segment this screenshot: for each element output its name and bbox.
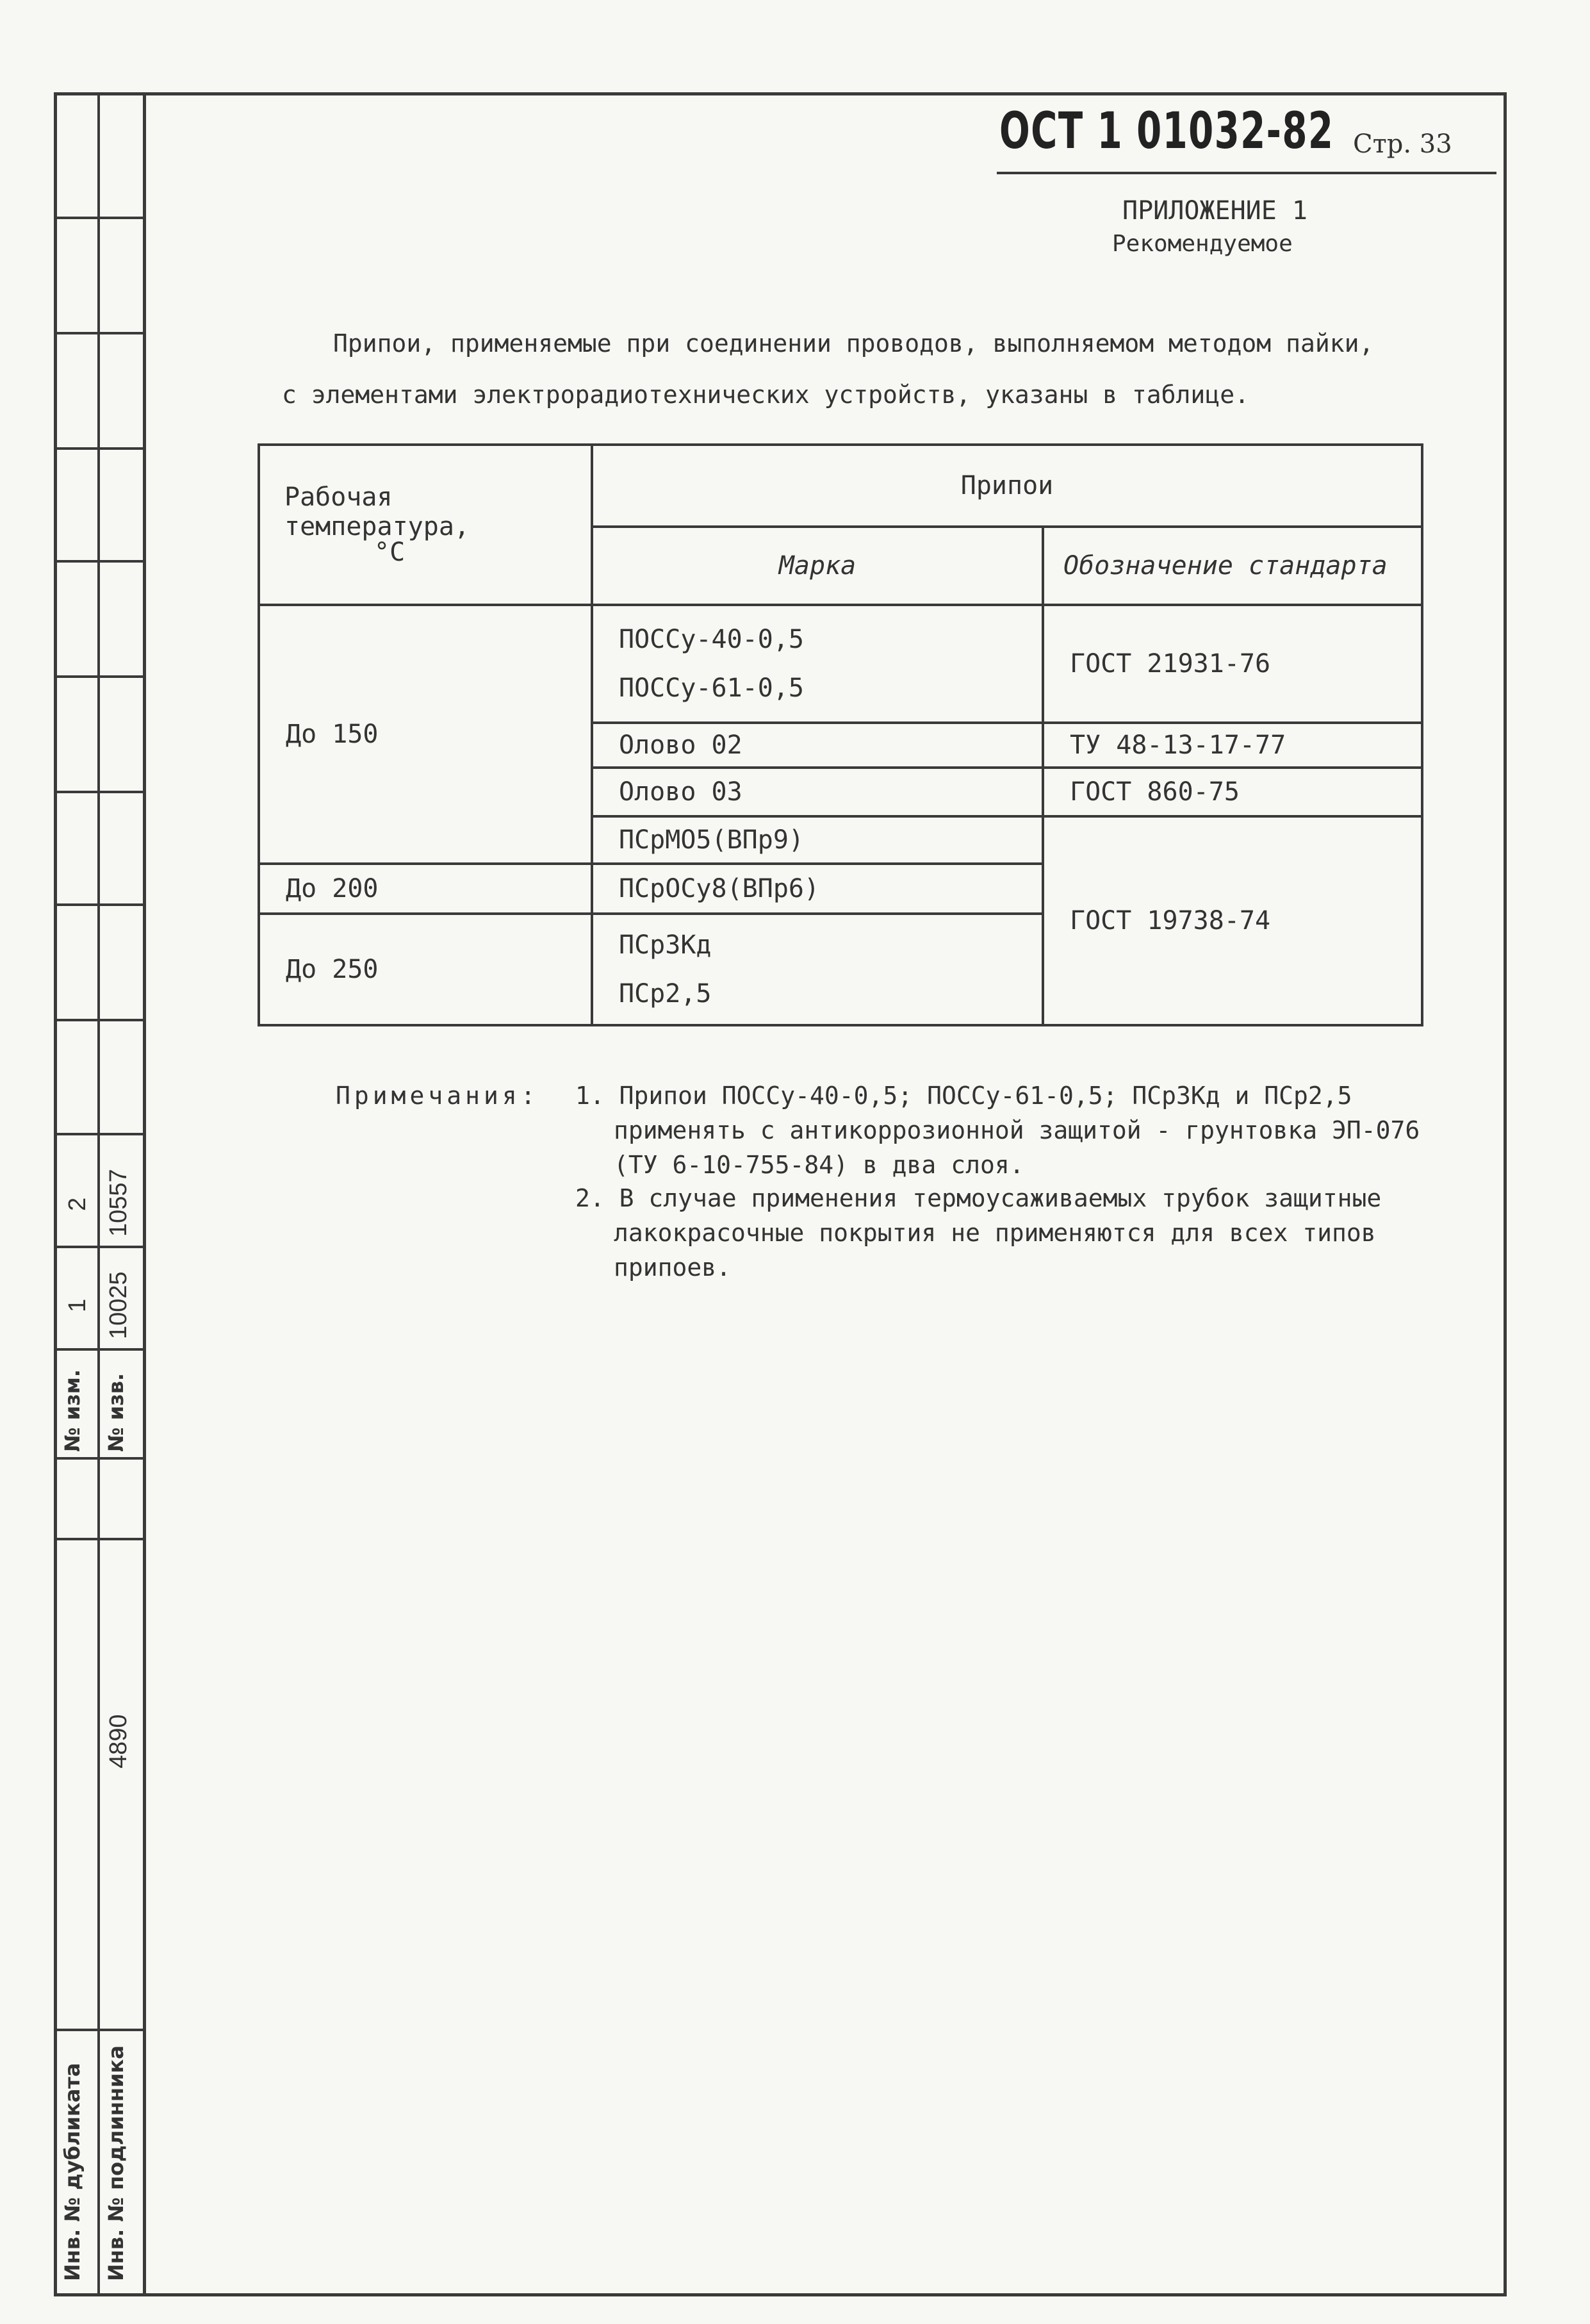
std-2: ТУ 48-13-17-77	[1043, 723, 1422, 768]
document-code: ОСТ 1 01032-82	[999, 103, 1334, 160]
notice-1: 10025	[105, 1271, 132, 1339]
side-strip-rule	[54, 791, 146, 793]
header-grade: Марка	[592, 527, 1043, 605]
grade-cell-1	[592, 605, 1043, 723]
temp-200: До 200	[259, 864, 592, 914]
header-standard: Обозначение стандарта	[1043, 527, 1422, 605]
side-strip-rule	[54, 447, 146, 450]
solder-table	[258, 443, 1423, 1026]
temp-250: До 250	[259, 914, 592, 1025]
side-strip-rule	[54, 1457, 146, 1460]
side-strip-rule	[54, 332, 146, 334]
side-strip-rule	[54, 675, 146, 678]
temp-150: До 150	[259, 605, 592, 864]
grade-6: ПСрОСу8(ВПр6)	[592, 864, 1043, 914]
orig-inv-label: Инв. № подлинника	[104, 2045, 128, 2281]
intro-line-2: с элементами электрорадиотехнических устройств, указаны в таблице.	[282, 381, 1249, 409]
note-2-line-3: припоев.	[614, 1253, 732, 1281]
side-strip-rule	[54, 560, 146, 563]
notice-2: 10557	[105, 1169, 132, 1237]
page-number: Стр. 33	[1353, 129, 1452, 159]
header-solders: Припои	[592, 445, 1422, 527]
grade-cell-7	[592, 914, 1043, 1025]
orig-inv-value: 4890	[105, 1714, 132, 1768]
appendix-status: Рекомендуемое	[1112, 231, 1293, 257]
grade-7: ПСр3Кд	[619, 930, 712, 960]
side-strip-divider	[97, 92, 100, 2296]
header-temperature-unit: °С	[374, 538, 406, 567]
grade-4: Олово 03	[592, 768, 1043, 816]
std-4: ГОСТ 19738-74	[1043, 816, 1422, 1025]
change-no-label: № изм.	[60, 1369, 85, 1452]
appendix-title: ПРИЛОЖЕНИЕ 1	[1122, 196, 1307, 226]
note-1-line-3: (ТУ 6-10-755-84) в два слоя.	[614, 1151, 1024, 1179]
grade-2: ПОССу-61-0,5	[619, 673, 804, 703]
dup-inv-label: Инв. № дубликата	[60, 2063, 85, 2281]
side-strip-rule	[54, 217, 146, 219]
note-1-line-1: 1. Припои ПОССу-40-0,5; ПОССу-61-0,5; ПСр3Кд и ПСр2,5	[575, 1082, 1352, 1110]
note-2-line-2: лакокрасочные покрытия не применяются для всех типов	[614, 1219, 1376, 1247]
note-1-line-2: применять с антикоррозионной защитой - грунтовка ЭП-076	[614, 1116, 1420, 1144]
grade-8: ПСр2,5	[619, 979, 712, 1009]
change-2: 2	[64, 1197, 91, 1211]
grade-3: Олово 02	[592, 723, 1043, 768]
intro-line-1: Припои, применяемые при соединении проводов, выполняемом методом пайки,	[333, 329, 1374, 358]
side-strip-rule	[54, 1538, 146, 1540]
header-temperature	[259, 445, 592, 605]
side-strip-rule	[54, 1348, 146, 1351]
side-strip-rule	[54, 1133, 146, 1135]
header-temperature-label: Рабочая температура,	[284, 482, 470, 541]
std-1: ГОСТ 21931-76	[1043, 605, 1422, 723]
side-strip-rule	[54, 1019, 146, 1021]
std-3: ГОСТ 860-75	[1043, 768, 1422, 816]
side-strip-rule	[54, 1246, 146, 1248]
grade-1: ПОССу-40-0,5	[619, 625, 804, 654]
notes-label: Примечания:	[336, 1082, 539, 1110]
header-rule	[997, 172, 1496, 174]
grade-5: ПСрМО5(ВПр9)	[592, 816, 1043, 864]
note-2-line-1: 2. В случае применения термоусаживаемых трубок защитные	[575, 1184, 1382, 1212]
side-strip-rule	[54, 2029, 146, 2031]
change-1: 1	[64, 1298, 91, 1312]
side-strip-rule	[54, 903, 146, 906]
notice-no-label: № изв.	[104, 1372, 128, 1452]
